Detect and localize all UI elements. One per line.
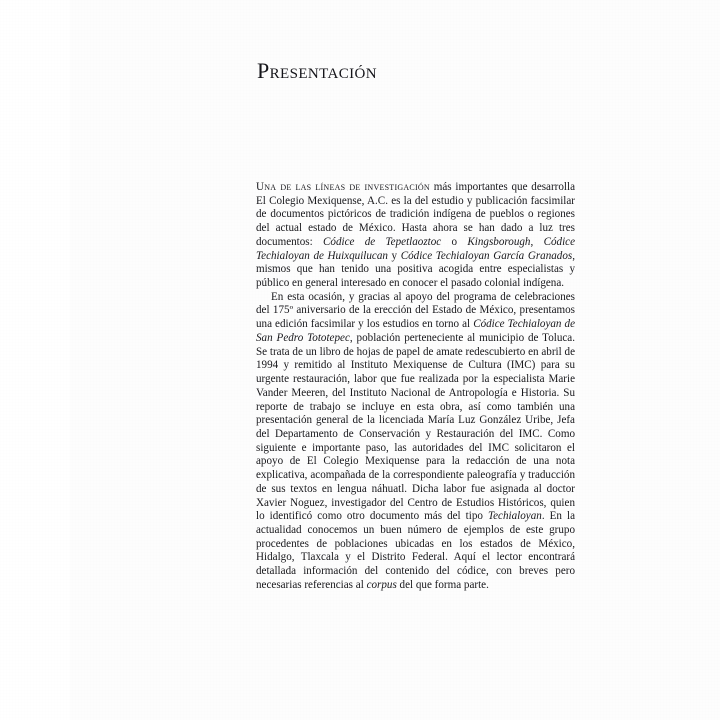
text-run: más importantes que desarrolla El Colegio Mexiquense, A.C. es la del estudio y publicación facsimilar de documentos pictóricos de tradición indígena de pueblos o regiones del actual estado de México. Hasta ahora se han dado a luz tres documentos: xyxy=(256,181,576,248)
text-run: , población perteneciente al municipio de Toluca. Se trata de un libro de hojas de papel de amate redescubierto en abril de 1994 y remitido al Instituto Mexiquense de Cultura (IMC) para su urgente restauración, labor que fue realizada por la especialista Marie Vander Meeren, del Instituto Nacional de Antropología e Historia. Su reporte de trabajo se incluye en esta obra, así como también una presentación general de la licenciada María Luz González Uribe, Jefa del Departamento de Conservación y Restauración del IMC. Como siguiente e importante paso, las autoridades del IMC solicitaron el apoyo de El Colegio Mexiquense para la redacción de una nota explicativa, acompañada de la correspondiente paleografía y traducción de sus textos en lengua náhuatl. Dicha labor fue asignada al doctor Xavier Noguez, investigador del Centro de Estudios Históricos, quien lo identificó como otro documento más del tipo xyxy=(256,331,575,523)
italic-title-run: Códice de Tepetlaoztoc xyxy=(323,235,442,248)
italic-title-run: Kingsborough xyxy=(467,235,531,248)
italic-title-run: corpus xyxy=(366,578,397,591)
paragraph xyxy=(256,181,575,291)
italic-title-run: Códice Techialoyan de San Pedro Tototepec xyxy=(256,318,575,344)
italic-title-run: Techialoyan xyxy=(487,510,542,523)
italic-title-run: Códice Techialoyan de Huixquilucan xyxy=(256,235,576,262)
text-run: . En la actualidad conocemos un buen número de ejemplos de este grupo procedentes de poblaciones ubicadas en los estados de México, Hidalgo, Tlaxcala y el Distrito Federal. Aquí el lector encontrará detallada información del contenido del códice, con breves pero necesarias referencias al xyxy=(256,510,575,591)
text-run: En esta ocasión, y gracias al apoyo del programa de celebraciones del 175º aniversario de la erección del Estado de México, presentamos una edición facsimilar y los estudios en torno al xyxy=(256,290,575,331)
text-run: , xyxy=(530,235,544,248)
paragraph xyxy=(256,291,575,593)
page-title: Presentación xyxy=(257,58,377,83)
text-run: y xyxy=(387,249,401,262)
small-caps-opening-run: Una de las líneas de investigación xyxy=(256,181,430,193)
text-run: del que forma parte. xyxy=(396,578,489,591)
text-run: , mismos que han tenido una positiva acogida entre especialistas y público en general interesado en conocer el pasado colonial indígena. xyxy=(256,249,576,290)
text-run: o xyxy=(441,235,468,248)
body-text-column xyxy=(256,181,575,593)
italic-title-run: Códice Techialoyan García Granados xyxy=(400,249,573,262)
